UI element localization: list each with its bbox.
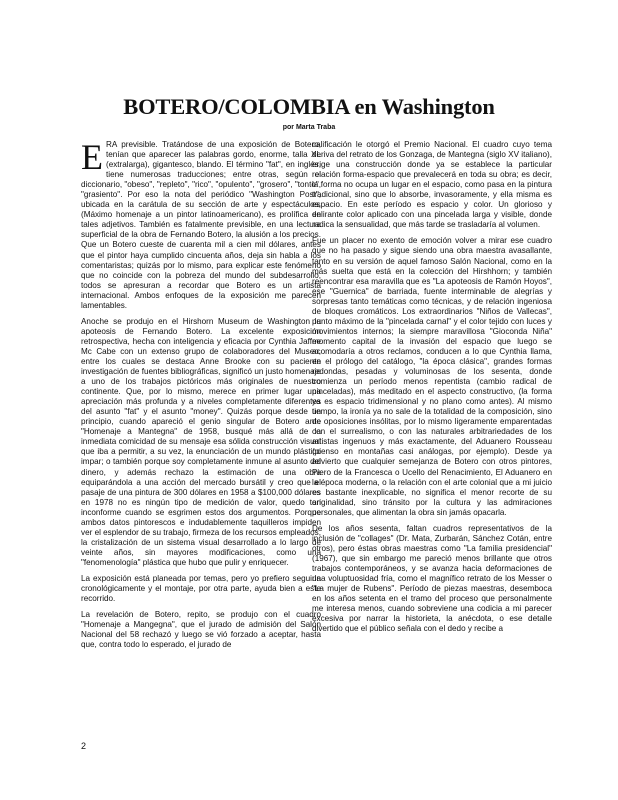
article-paragraph xyxy=(81,137,321,311)
article-paragraph: De los años sesenta, faltan cuadros representativos de la inclusión de "collages" (Dr. Mata, Zurbarán, Sánchez Cotán, entre otros), pero éstas obras maestras como "La familia presidencial" (1967), que sin embargo me pareció menos brillante que otros trabajos contemporáneos, y se avanza hacia deformaciones de una voluptuosidad fría, como el magnífico retrato de los Messer o "La mujer de Rubens". Período de piezas maestras, desemboca en los años setenta en el tramo del proceso que personalmente me interesa menos, cuando sobreviene una codicia a mi parecer excesiva por narrar la historieta, la anécdota, o ese detalle divertido que el público señala con el dedo y recibe a xyxy=(312,523,552,634)
page-number: 2 xyxy=(81,741,87,751)
article-column-right xyxy=(312,140,552,640)
article-paragraph: calificación le otorgó el Premio Nacional. El cuadro cuyo tema deriva del retrato de los Gonzaga, de Mantegna (siglo XV italiano), erige una construcción donde ya se establece la particular relación forma-espacio que prevalecerá en toda su obra; es decir, la forma no ocupa un lugar en el espacio, como pasa en la pintura tradicional, sino que lo absorbe, invasoramente, y ella misma es espacio. En este período es espacio y color. Un glorioso y delirante color aplicado con una pincelada larga y visible, donde radica la sensualidad, que más tarde se trasladaría al volumen. xyxy=(312,140,552,230)
article-paragraph: La revelación de Botero, repito, se produjo con el cuadro "Homenaje a Mangegna", que el jurado de admisión del Salón Nacional del 58 rechazó y luego se vió forzado a aceptar, hasta que, contra todo lo esperado, el jurado de xyxy=(81,610,321,650)
article-paragraph: La exposición está planeada por temas, pero yo prefiero seguirla cronológicamente y el montaje, por otra parte, ayuda bien a este recorrido. xyxy=(81,573,321,604)
article-byline: por Marta Traba xyxy=(282,124,336,131)
article-paragraph: Anoche se produjo en el Hirshorn Museum de Washington la apoteosis de Fernando Botero. La excelente exposición retrospectiva, hecha con inteligencia y eficacia por Cynthia Jaffee Mc Cabe con un extenso grupo de colaboradores del Museo, entre los cuales se destaca Anne Brooke con su paciente investigación de fuentes bibliográficas, significó un justo homenaje a uno de los trabajos pictóricos más originales de nuestro continente. Que, por lo mismo, merece en primer lugar una apreciación más profunda y a niveles completamente diferentes del asunto "fat" y el asunto "money". Quizás porque desde un principio, cuando apareció el genio singular de Botero ante "Homenaje a Mantegna" de 1958, busqué más allá de la inmediata comicidad de su mensaje esa sólida construcción visual que iba a permitir, a su vez, la enunciación de un mundo plástico impar; o también porque soy completamente inmune al asunto del dinero, y además rechazo la estimación de una obra equiparándola a una acción del mercado bursátil y creo que el pasaje de una pintura de 300 dólares en 1958 a $100,000 dólares en 1978 no es ningún tipo de medición de valor, quedo tan inconforme cuando se esgrimen estos dos argumentos. Porque ambos datos pintorescos e indudablemente taquilleros impiden ver el esplendor de su trabajo, firmeza de los recursos empleados, la cristalización de un sistema visual desarrollado a lo largo de veinte años, sin mayores modificaciones, como una "fenomenología" plástica que hubo que pulir y enriquecer. xyxy=(81,316,321,567)
article-title: BOTERO/COLOMBIA en Washington xyxy=(123,94,495,119)
paragraph-text: RA previsible. Tratándose de una exposición de Botero, tenían que aparecer las palabras gordo, enorme, talla XL (extralarga), gigantesco, blando. El término "fat", en inglés, tiene numerosas traducciones; entre otras, según el diccionario, "obeso", "repleto", "rico", "opulento", "grosero", "tonto", "grasiento". Por eso la nota del periódico "Washington Post", ubicada en la carátula de su sección de arte y espectáculos, (Máximo homenaje a un pintor latinoamericano), es prolífica en tales adjetivos. También es fatalmente previsible, en una lectura superficial de la obra de Fernando Botero, la alusión a los precios. Que un Botero cueste de cuarenta mil a cien mil dólares, antes que el pintor haya cumplido cincuenta años, deja sin habla a los comentaristas; quizás por lo mismo, para explicar este fenómeno que no coincide con la pobreza del mundo del subdesarrollo, todos se apresuran a recordar que Botero es un artista internacional. Ambos enfoques de la exposición me parecen lamentables. xyxy=(81,140,321,310)
drop-cap: E xyxy=(81,137,103,177)
article-column-left xyxy=(81,137,321,656)
article-paragraph: Fue un placer no exento de emoción volver a mirar ese cuadro que no ha pasado y sigue siendo una obra maestra avasallante, tanto en su versión de aquel famoso Salón Nacional, como en la más suelta que está en la colección del Hirshhorn; y también reencontrar esa maravilla que es "La apoteosis de Ramón Hoyos", ese "Guernica" de barriada, fuente interminable de alegrías y sorpresas tanto temáticas como técnicas, y de relación ingeniosa de bloques cromáticos. Los extraordinarios "Niños de Vallecas", punto máximo de la "pincelada carnal" y el color tejido con luces y movimientos internos; la siempre maravillosa "Gioconda Niña" momento capital de la invasión del espacio que luego se acomodaría a otros reclamos, conducen a lo que Cynthia llama, en el prólogo del catálogo, "la época clásica", grandes formas redondas, pesadas y voluminosas de los sesenta, donde comienza un período menos repentista (cambio radical de pinceladas), más meditado en el aspecto constructivo, (la forma ya es espacio tridimensional y no plano como antes). Al mismo tiempo, la ironía ya no sale de la totalidad de la composición, sino de oposiciones insólitas, por lo mismo ligeramente emparentadas con el surrealismo, o con las naturales arbitrariedades de los artistas ingenuos y más exactamente, del Aduanero Rousseau (pienso en montañas casi análogas, por ejemplo). Desde ya advierto que cualquier semejanza de Botero con otros pintores, Piero de la Francesca o Ucello del Renacimiento, El Aduanero en la época moderna, o la relación con el arte colonial que a mi juicio es bastante inexplicable, no significa el menor recorte de su originalidad, sino tránsito por la cultura y las admiraciones personales, que alimentan la obra sin jamás opacarla. xyxy=(312,236,552,517)
